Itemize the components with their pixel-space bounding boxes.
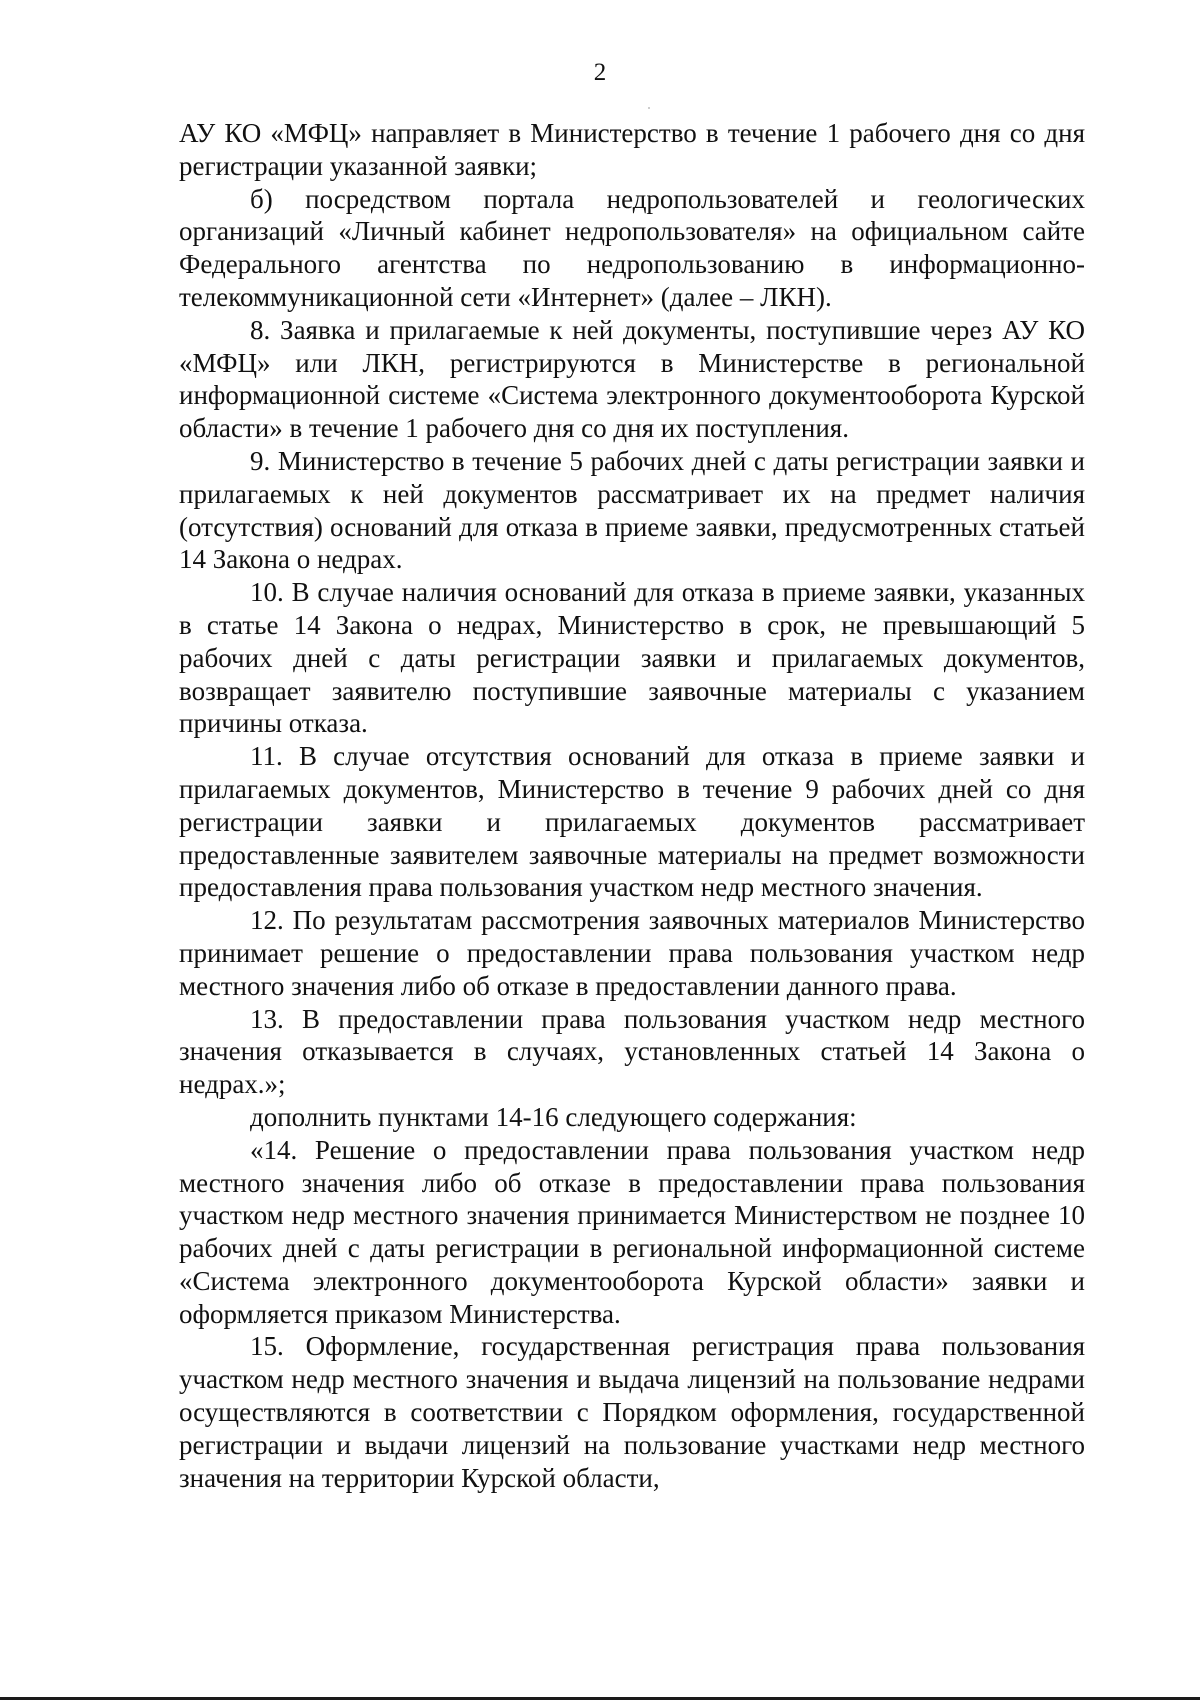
paragraph-item-14: «14. Решение о предоставлении права пользования участком недр местного значения либо об отказе в предоставлении права пользования участком недр местного значения принимается Министерством не позднее 10 рабочих дней с даты регистрации в региональной информационной системе «Система электронного документооборота Курской области» заявки и оформляется приказом Министерства.: [179, 1134, 1085, 1329]
page-number: 2: [593, 59, 607, 86]
scan-bottom-edge: [0, 1697, 1200, 1700]
paragraph-item-15: 15. Оформление, государственная регистрация права пользования участком недр местного значения и выдача лицензий на пользование недрами осуществляются в соответствии с Порядком оформления, государственной регистрации и выдачи лицензий на пользование участками недр местного значения на территории Курской области,: [179, 1331, 1085, 1493]
document-body: [179, 117, 1085, 1494]
paragraph-amendment-intro: дополнить пунктами 14-16 следующего содержания:: [250, 1101, 857, 1132]
paragraph-item-11: 11. В случае отсутствия оснований для отказа в приеме заявки и прилагаемых документов, Министерство в течение 9 рабочих дней со дня регистрации заявки и прилагаемых документов рассматривает предоставленные заявителем заявочные материалы на предмет возможности предоставления права пользования участком недр местного значения.: [179, 741, 1085, 903]
paragraph-item-13: 13. В предоставлении права пользования участком недр местного значения отказывается в случаях, установленных статьей 14 Закона о недрах.»;: [179, 1003, 1085, 1100]
paragraph-item-8: 8. Заявка и прилагаемые к ней документы, поступившие через АУ КО «МФЦ» или ЛКН, регистрируются в Министерстве в региональной информационной системе «Система электронного документооборота Курской области» в течение 1 рабочего дня со дня их поступления.: [179, 314, 1085, 444]
paragraph-item-10: 10. В случае наличия оснований для отказа в приеме заявки, указанных в статье 14 Закона о недрах, Министерство в срок, не превышающий 5 рабочих дней с даты регистрации заявки и прилагаемых документов, возвращает заявителю поступившие заявочные материалы с указанием причины отказа.: [179, 577, 1085, 739]
paragraph-item-9: 9. Министерство в течение 5 рабочих дней с даты регистрации заявки и прилагаемых к ней документов рассматривает их на предмет наличия (отсутствия) оснований для отказа в приеме заявки, предусмотренных статьей 14 Закона о недрах.: [179, 445, 1085, 575]
paragraph: АУ КО «МФЦ» направляет в Министерство в течение 1 рабочего дня со дня регистрации указанной заявки;: [179, 118, 1085, 181]
paragraph-item-12: 12. По результатам рассмотрения заявочных материалов Министерство принимает решение о предоставлении права пользования участком недр местного значения либо об отказе в предоставлении данного права.: [179, 905, 1085, 1001]
paragraph: б) посредством портала недропользователей и геологических организаций «Личный кабинет недропользователя» на официальном сайте Федерального агентства по недропользованию в информационно-телекоммуникационной сети «Интернет» (далее – ЛКН).: [179, 183, 1085, 312]
scan-mark: [648, 107, 650, 109]
